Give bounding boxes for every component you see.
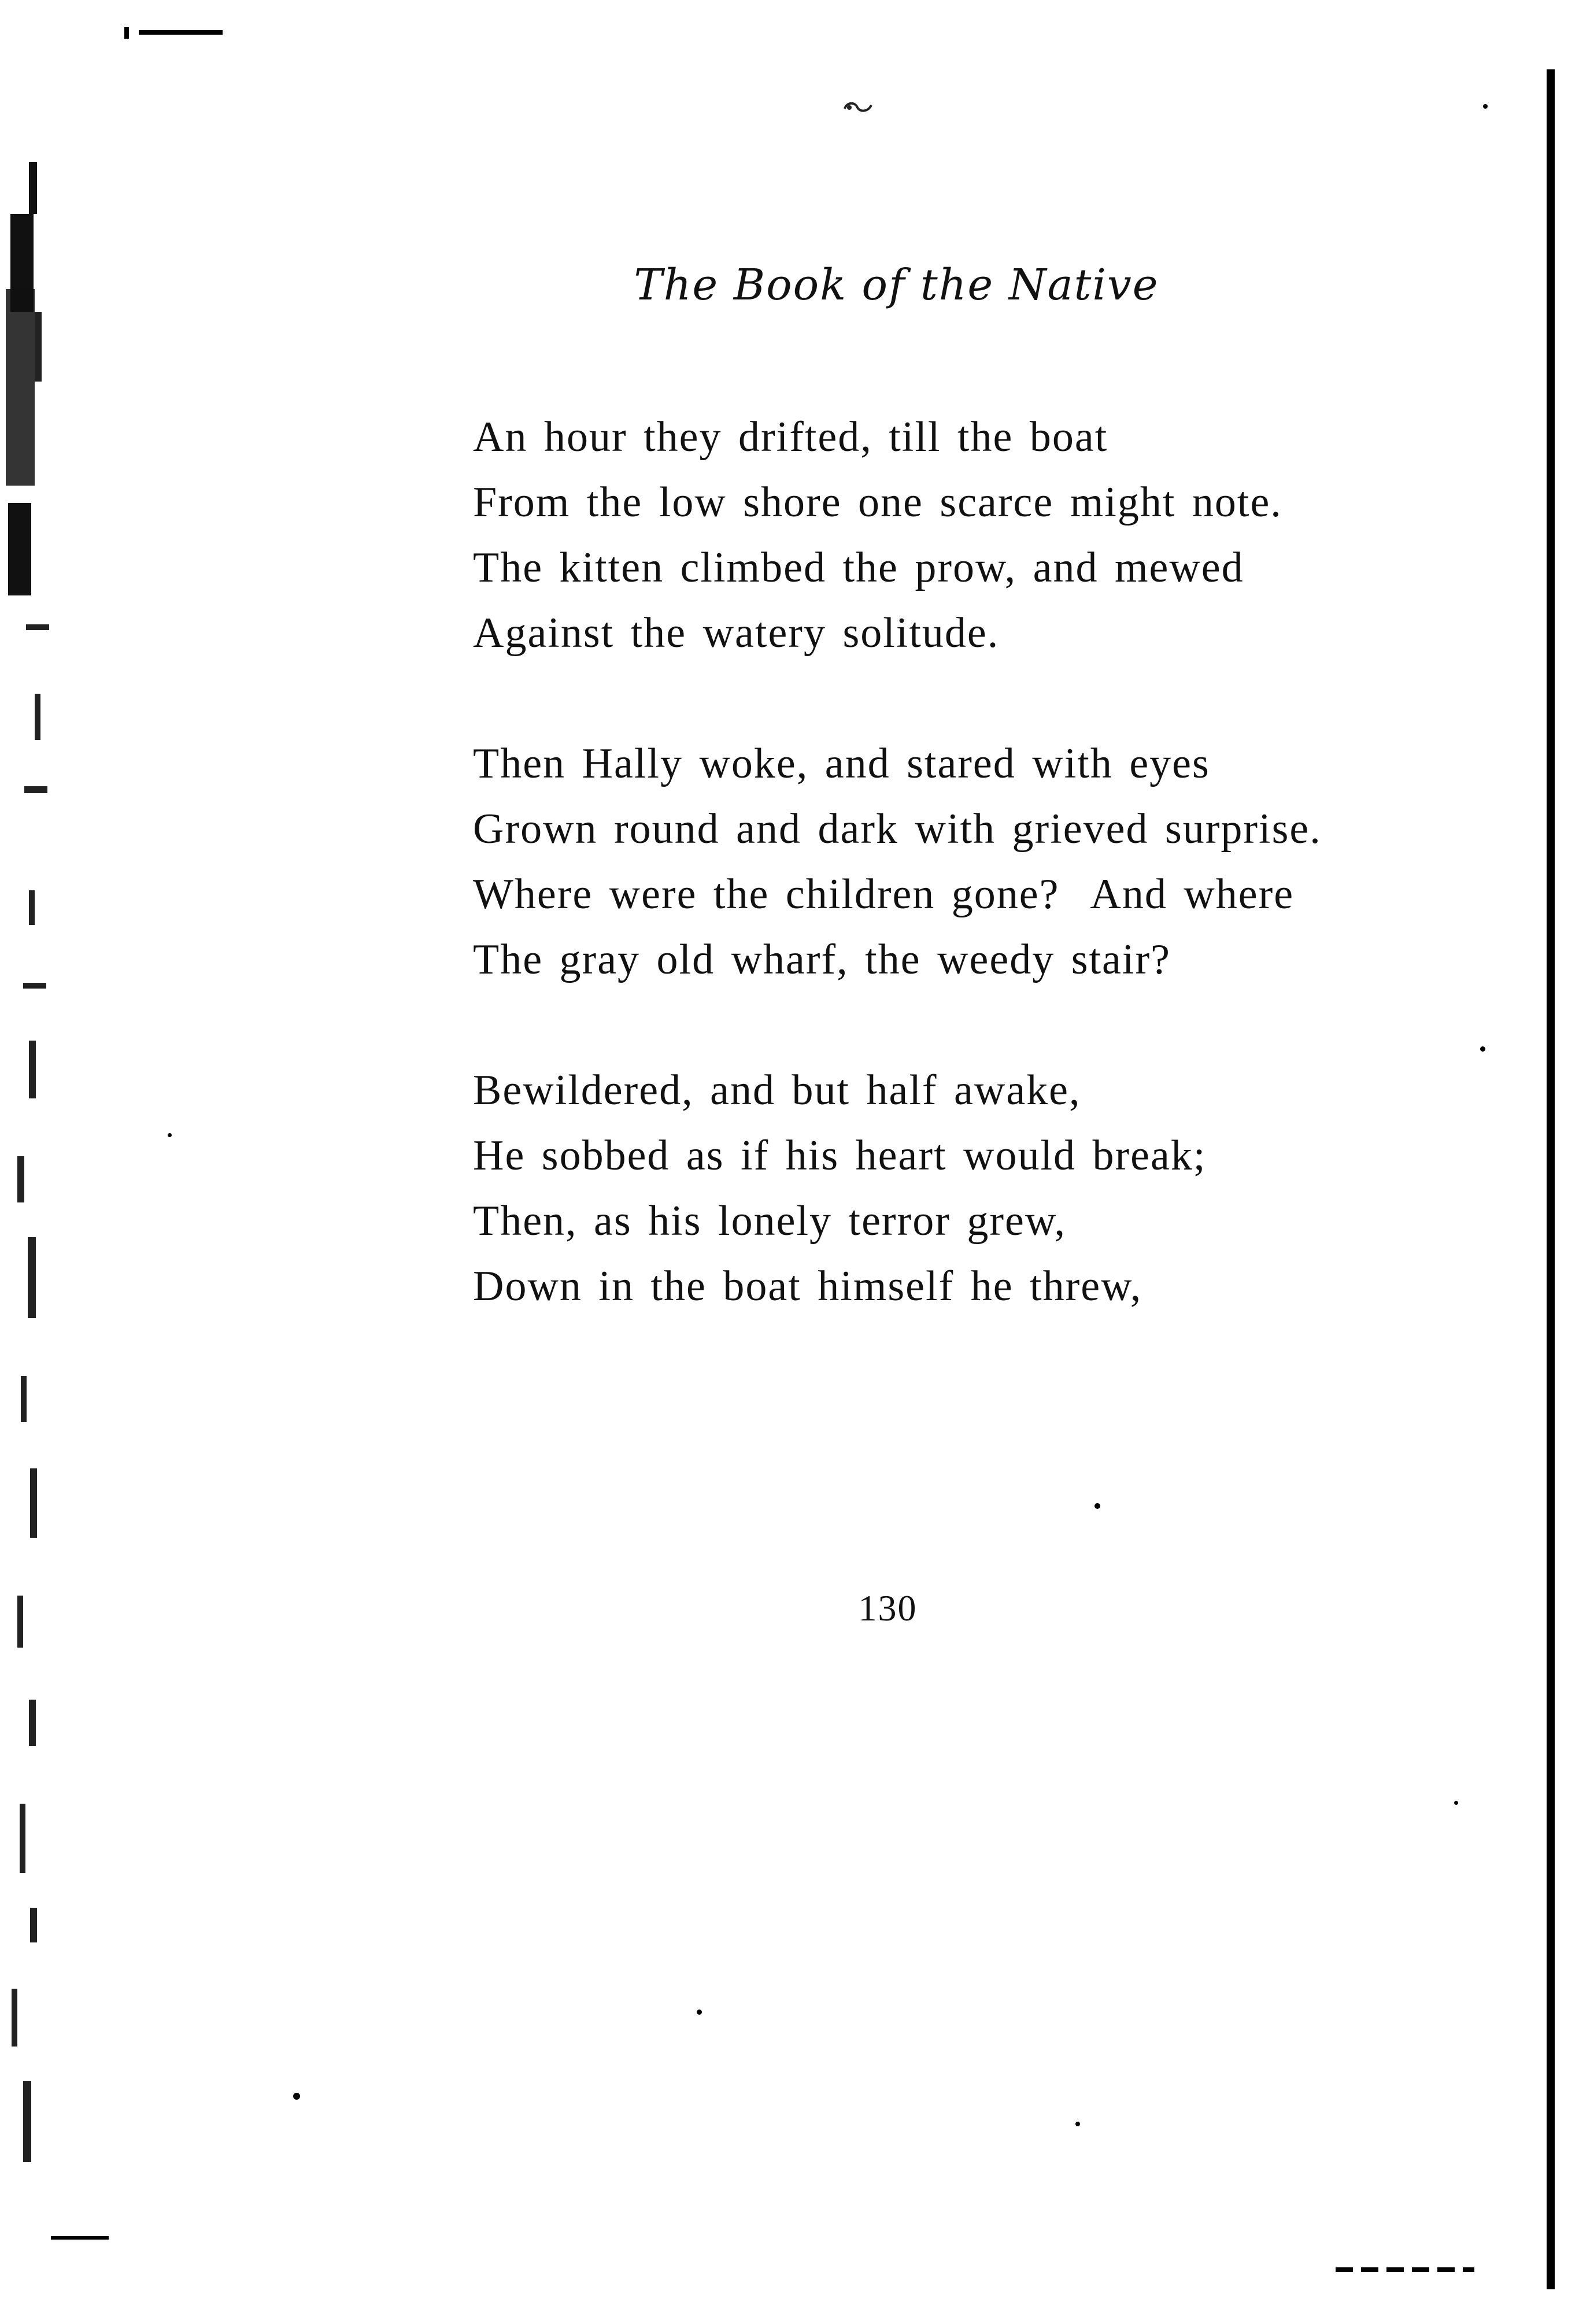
scan-speck bbox=[168, 1133, 172, 1137]
poem-text bbox=[473, 405, 1427, 1385]
page-edge-rule bbox=[1547, 69, 1555, 2289]
ornament-icon bbox=[841, 98, 876, 116]
scan-speck bbox=[1483, 104, 1488, 109]
poem-line: Against the watery solitude. bbox=[473, 609, 1000, 657]
scan-speck bbox=[1094, 1503, 1100, 1509]
scan-speck bbox=[1075, 2122, 1080, 2126]
running-head: The Book of the Native bbox=[634, 260, 1159, 310]
poem-line: From the low shore one scarce might note. bbox=[473, 479, 1282, 526]
scan-mark bbox=[124, 27, 129, 39]
poem-line: An hour they drifted, till the boat bbox=[473, 413, 1108, 461]
scan-mark bbox=[139, 30, 223, 35]
poem-line: The gray old wharf, the weedy stair? bbox=[473, 936, 1171, 983]
binding-edge bbox=[0, 139, 64, 2197]
scan-speck bbox=[1454, 1801, 1458, 1805]
page-number: 130 bbox=[858, 1587, 918, 1629]
poem-line: Bewildered, and but half awake, bbox=[473, 1067, 1081, 1114]
scan-mark bbox=[1336, 2267, 1474, 2272]
poem-line: Down in the boat himself he threw, bbox=[473, 1263, 1142, 1310]
stanza bbox=[473, 405, 1427, 666]
stanza bbox=[473, 1058, 1427, 1319]
poem-line: Then, as his lonely terror grew, bbox=[473, 1197, 1066, 1245]
scan-speck bbox=[697, 2010, 702, 2015]
poem-line: Then Hally woke, and stared with eyes bbox=[473, 740, 1210, 787]
poem-line: Grown round and dark with grieved surprise. bbox=[473, 805, 1322, 853]
stanza bbox=[473, 731, 1427, 993]
scan-mark bbox=[51, 2236, 109, 2240]
scan-speck bbox=[293, 2093, 300, 2100]
scan-speck bbox=[1480, 1046, 1485, 1052]
poem-line: He sobbed as if his heart would break; bbox=[473, 1132, 1207, 1179]
poem-line: The kitten climbed the prow, and mewed bbox=[473, 544, 1244, 591]
poem-line: Where were the children gone? And where bbox=[473, 871, 1295, 918]
